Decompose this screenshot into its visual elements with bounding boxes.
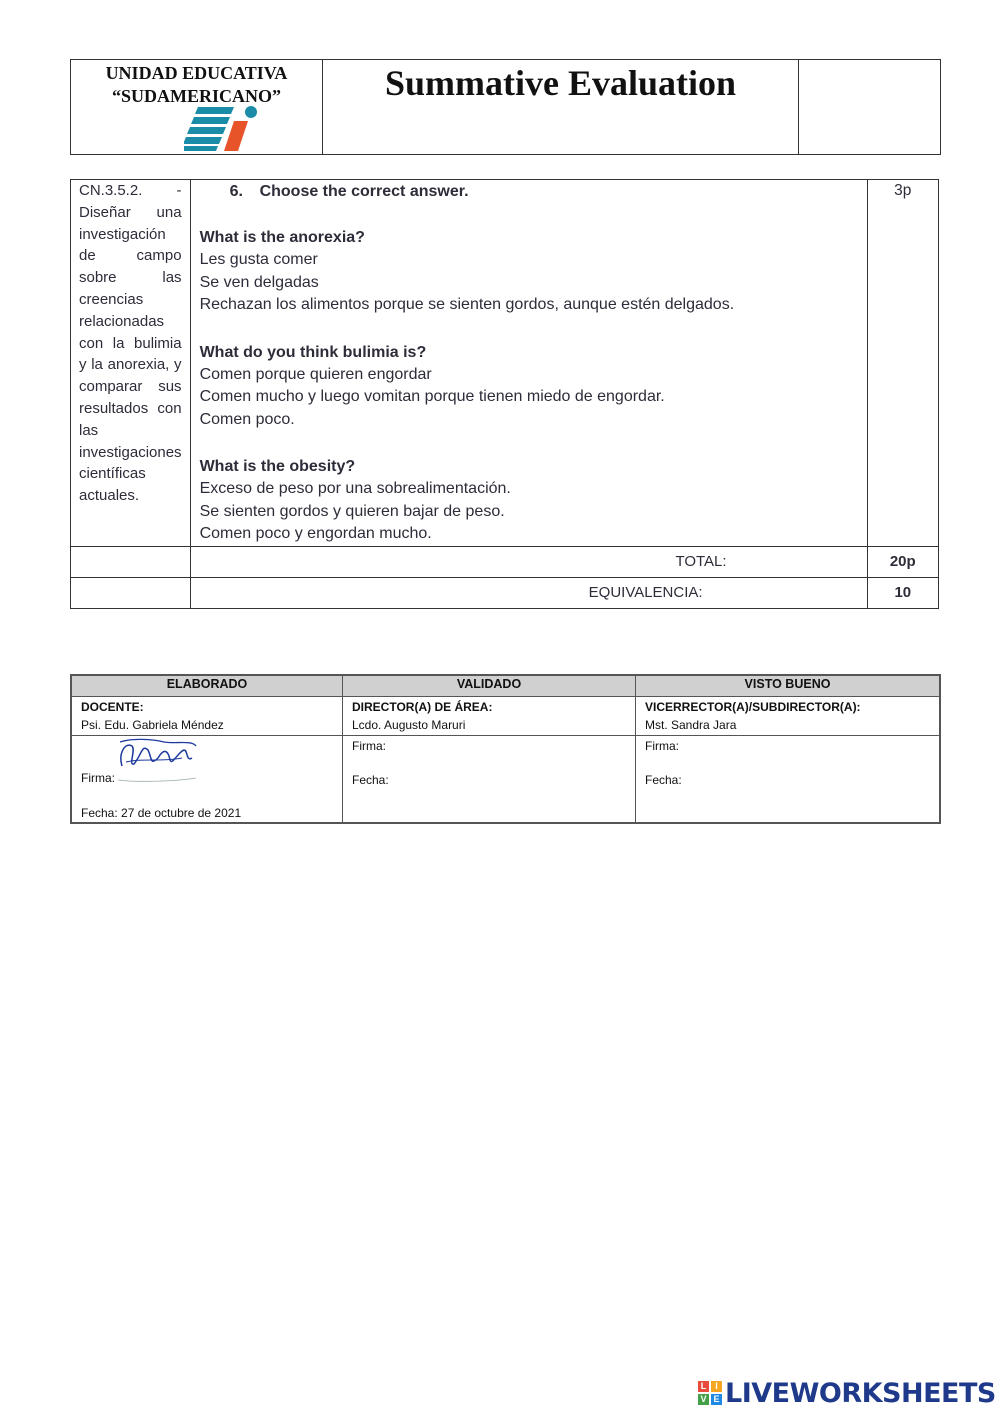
elaborado-fecha: Fecha: 27 de octubre de 2021 (81, 806, 242, 820)
signature-table (70, 674, 941, 824)
header-blank-cell (799, 60, 940, 154)
header-visto-bueno: VISTO BUENO (636, 675, 941, 697)
brand-name: LIVEWORKSHEETS (725, 1377, 996, 1409)
total-row (71, 546, 939, 577)
firma-label: Firma: (352, 739, 386, 753)
total-value: 20p (867, 546, 938, 577)
answer-option[interactable]: Comen poco. (199, 410, 295, 428)
answer-option[interactable]: Exceso de peso por una sobrealimentación. (199, 480, 511, 497)
instruction-text: Choose the correct answer. (259, 183, 469, 200)
docente-cell (71, 697, 343, 736)
header-elaborado: ELABORADO (71, 675, 343, 697)
docente-signature-cell (71, 736, 343, 824)
equivalence-label: EQUIVALENCIA: (190, 577, 867, 608)
fecha-label: Fecha: (352, 773, 389, 787)
role-director: DIRECTOR(A) DE ÁREA: (352, 700, 493, 714)
question-text: What do you think bulimia is? (199, 343, 427, 361)
handwritten-signature-icon (112, 736, 198, 784)
header-validado: VALIDADO (343, 675, 636, 697)
liveworksheets-brand[interactable] (698, 1377, 996, 1409)
badge-letter: E (711, 1394, 722, 1405)
question-row (71, 180, 939, 547)
brand-logo-icon (698, 1381, 722, 1405)
total-label: TOTAL: (190, 546, 867, 577)
objective-cell (71, 180, 191, 547)
person-docente: Psi. Edu. Gabriela Méndez (81, 718, 224, 732)
vicerrector-signature-cell (636, 736, 941, 824)
school-logo-icon (184, 105, 260, 153)
badge-letter: L (698, 1381, 709, 1392)
answer-option[interactable]: Comen porque quieren engordar (199, 365, 432, 383)
signature-firma-row (71, 736, 940, 824)
role-vicerrector: VICERRECTOR(A)/SUBDIRECTOR(A): (645, 700, 861, 714)
question-table (70, 179, 939, 609)
school-name-line1: UNIDAD EDUCATIVA (105, 63, 288, 83)
points-value: 3p (867, 180, 938, 547)
empty-cell (71, 577, 191, 608)
person-vicerrector: Mst. Sandra Jara (645, 718, 737, 732)
objective-text: CN.3.5.2. - Diseñar una investigación de campo sobre las creencias relacionadas con la bulimia y la anorexia, y comparar sus resultados con las investigaciones científicas actuales. (79, 182, 182, 505)
equivalence-value: 10 (867, 577, 938, 608)
badge-letter: I (711, 1381, 722, 1392)
question-text: What is the anorexia? (199, 229, 365, 246)
firma-label: Firma: (81, 771, 115, 785)
answer-option[interactable]: Comen mucho y luego vomitan porque tienen miedo de engordar. (199, 388, 665, 405)
school-info (71, 60, 323, 154)
question-text: What is the obesity? (199, 458, 356, 475)
question-block-obesity (200, 455, 858, 546)
empty-cell (71, 546, 191, 577)
vicerrector-cell (636, 697, 941, 736)
person-director: Lcdo. Augusto Maruri (352, 718, 466, 732)
answer-option[interactable]: Se ven delgadas (199, 273, 319, 291)
signature-role-row (71, 697, 940, 736)
firma-label: Firma: (645, 739, 679, 753)
equivalence-row (71, 577, 939, 608)
answer-option[interactable]: Rechazan los alimentos porque se sienten gordos, aunque estén delgados. (199, 296, 735, 313)
signature-header-row (71, 675, 940, 697)
role-docente: DOCENTE: (81, 700, 144, 714)
badge-letter: V (698, 1394, 709, 1405)
school-name-line2: “SUDAMERICANO” (111, 86, 281, 106)
page-title: Summative Evaluation (323, 60, 799, 154)
answer-option[interactable]: Se sienten gordos y quieren bajar de peso. (199, 502, 505, 520)
question-cell (190, 180, 867, 547)
director-signature-cell (343, 736, 636, 824)
document-header (70, 59, 941, 155)
answer-option[interactable]: Comen poco y engordan mucho. (199, 525, 432, 542)
fecha-label: Fecha: (645, 773, 682, 787)
instruction-number: 6. (229, 183, 243, 200)
answer-option[interactable]: Les gusta comer (199, 251, 318, 268)
director-cell (343, 697, 636, 736)
instruction (230, 182, 858, 202)
question-block-anorexia (200, 226, 858, 317)
question-block-bulimia (200, 341, 858, 432)
